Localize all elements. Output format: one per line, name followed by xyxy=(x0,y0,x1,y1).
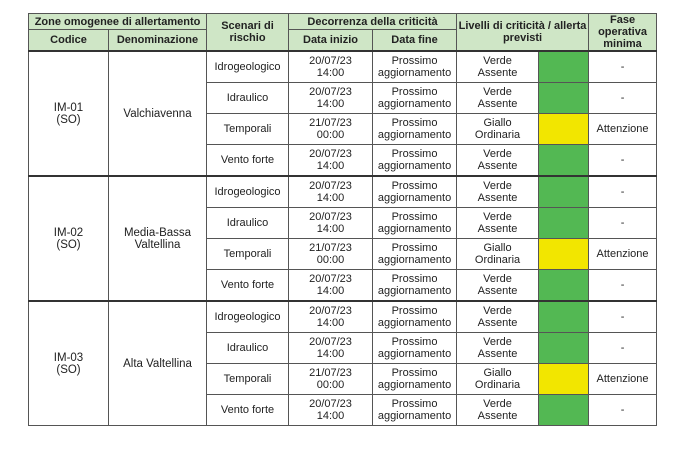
level-cell xyxy=(457,301,539,333)
level-line2: Assente xyxy=(477,317,518,329)
end-line1: Prossimo xyxy=(391,180,438,192)
start-line1: 20/07/23 xyxy=(309,55,352,67)
header-fase: Fase operativa minima xyxy=(589,14,657,52)
level-cell xyxy=(457,176,539,208)
scenario-cell: Temporali xyxy=(207,114,289,145)
start-line1: 20/07/23 xyxy=(309,148,352,160)
end-line2: aggiornamento xyxy=(377,410,452,422)
zone-name: Valchiavenna xyxy=(109,51,207,176)
header-denominazione: Denominazione xyxy=(109,30,207,52)
level-line2: Assente xyxy=(477,285,518,297)
level-line1: Giallo xyxy=(483,242,512,254)
start-line1: 20/07/23 xyxy=(309,336,352,348)
phase-cell: - xyxy=(589,51,657,83)
level-cell xyxy=(457,208,539,239)
level-color-swatch xyxy=(539,114,589,145)
end-line2: aggiornamento xyxy=(377,379,452,391)
level-color-swatch xyxy=(539,51,589,83)
zone-code-line2: (SO) xyxy=(56,238,81,251)
end-date-cell xyxy=(373,270,457,302)
start-line1: 20/07/23 xyxy=(309,398,352,410)
end-line2: aggiornamento xyxy=(377,223,452,235)
phase-cell: - xyxy=(589,83,657,114)
zone-code-line1: IM-02 xyxy=(53,226,84,239)
end-line1: Prossimo xyxy=(391,367,438,379)
level-line1: Verde xyxy=(483,86,512,98)
start-line1: 21/07/23 xyxy=(309,367,352,379)
end-line1: Prossimo xyxy=(391,55,438,67)
phase-cell: - xyxy=(589,270,657,302)
start-date-cell xyxy=(289,114,373,145)
level-cell xyxy=(457,333,539,364)
end-date-cell xyxy=(373,51,457,83)
level-cell xyxy=(457,395,539,426)
zone-code xyxy=(29,51,109,176)
scenario-cell: Vento forte xyxy=(207,395,289,426)
end-line2: aggiornamento xyxy=(377,348,452,360)
end-line2: aggiornamento xyxy=(377,285,452,297)
level-line2: Assente xyxy=(477,223,518,235)
level-cell xyxy=(457,114,539,145)
header-data-inizio: Data inizio xyxy=(289,30,373,52)
header-codice: Codice xyxy=(29,30,109,52)
end-date-cell xyxy=(373,239,457,270)
start-date-cell xyxy=(289,333,373,364)
end-line1: Prossimo xyxy=(391,336,438,348)
scenario-cell: Idraulico xyxy=(207,83,289,114)
start-line2: 14:00 xyxy=(316,67,345,79)
phase-cell: - xyxy=(589,301,657,333)
level-line1: Giallo xyxy=(483,367,512,379)
table-row xyxy=(29,301,657,333)
start-line1: 20/07/23 xyxy=(309,305,352,317)
start-line1: 20/07/23 xyxy=(309,211,352,223)
level-line2: Assente xyxy=(477,160,518,172)
start-line2: 14:00 xyxy=(316,317,345,329)
start-line2: 14:00 xyxy=(316,192,345,204)
level-line2: Assente xyxy=(477,348,518,360)
start-line1: 20/07/23 xyxy=(309,86,352,98)
end-line2: aggiornamento xyxy=(377,98,452,110)
level-line2: Ordinaria xyxy=(474,254,521,266)
start-date-cell xyxy=(289,395,373,426)
end-line1: Prossimo xyxy=(391,398,438,410)
end-line2: aggiornamento xyxy=(377,254,452,266)
zone-code xyxy=(29,301,109,426)
start-line1: 20/07/23 xyxy=(309,273,352,285)
level-color-swatch xyxy=(539,301,589,333)
start-date-cell xyxy=(289,270,373,302)
level-line2: Ordinaria xyxy=(474,379,521,391)
end-line1: Prossimo xyxy=(391,242,438,254)
end-line2: aggiornamento xyxy=(377,129,452,141)
level-color-swatch xyxy=(539,395,589,426)
end-date-cell xyxy=(373,114,457,145)
start-line2: 14:00 xyxy=(316,98,345,110)
zone-name: Media-Bassa Valtellina xyxy=(109,176,207,301)
scenario-cell: Idraulico xyxy=(207,208,289,239)
phase-cell: - xyxy=(589,333,657,364)
level-line1: Verde xyxy=(483,305,512,317)
zone-name: Alta Valtellina xyxy=(109,301,207,426)
end-date-cell xyxy=(373,83,457,114)
start-date-cell xyxy=(289,145,373,177)
end-date-cell xyxy=(373,145,457,177)
start-line2: 00:00 xyxy=(316,254,345,266)
start-line1: 21/07/23 xyxy=(309,242,352,254)
level-line1: Verde xyxy=(483,211,512,223)
level-line1: Verde xyxy=(483,273,512,285)
level-line1: Verde xyxy=(483,398,512,410)
header-decorrenza: Decorrenza della criticità xyxy=(289,14,457,30)
header-zone-group: Zone omogenee di allertamento xyxy=(29,14,207,30)
end-date-cell xyxy=(373,395,457,426)
start-line2: 14:00 xyxy=(316,348,345,360)
end-line2: aggiornamento xyxy=(377,160,452,172)
start-line2: 00:00 xyxy=(316,129,345,141)
start-date-cell xyxy=(289,364,373,395)
start-line2: 14:00 xyxy=(316,160,345,172)
header-data-fine: Data fine xyxy=(373,30,457,52)
level-line2: Ordinaria xyxy=(474,129,521,141)
level-line1: Verde xyxy=(483,336,512,348)
level-line2: Assente xyxy=(477,67,518,79)
end-line2: aggiornamento xyxy=(377,192,452,204)
end-line1: Prossimo xyxy=(391,211,438,223)
end-line1: Prossimo xyxy=(391,86,438,98)
end-line2: aggiornamento xyxy=(377,67,452,79)
phase-cell: - xyxy=(589,208,657,239)
table-body xyxy=(29,51,657,426)
start-date-cell xyxy=(289,301,373,333)
end-line1: Prossimo xyxy=(391,273,438,285)
level-cell xyxy=(457,364,539,395)
level-line1: Verde xyxy=(483,148,512,160)
level-color-swatch xyxy=(539,270,589,302)
zone-code-line2: (SO) xyxy=(56,113,81,126)
phase-cell: Attenzione xyxy=(589,114,657,145)
end-date-cell xyxy=(373,176,457,208)
level-color-swatch xyxy=(539,333,589,364)
table-row xyxy=(29,51,657,83)
start-date-cell xyxy=(289,83,373,114)
scenario-cell: Idraulico xyxy=(207,333,289,364)
level-color-swatch xyxy=(539,208,589,239)
level-cell xyxy=(457,51,539,83)
end-line1: Prossimo xyxy=(391,148,438,160)
table-row xyxy=(29,176,657,208)
level-color-swatch xyxy=(539,145,589,177)
scenario-cell: Vento forte xyxy=(207,270,289,302)
scenario-cell: Temporali xyxy=(207,239,289,270)
start-date-cell xyxy=(289,176,373,208)
level-color-swatch xyxy=(539,364,589,395)
start-line1: 20/07/23 xyxy=(309,180,352,192)
end-line1: Prossimo xyxy=(391,305,438,317)
scenario-cell: Idrogeologico xyxy=(207,176,289,208)
end-line2: aggiornamento xyxy=(377,317,452,329)
start-line1: 21/07/23 xyxy=(309,117,352,129)
start-date-cell xyxy=(289,239,373,270)
zone-code xyxy=(29,176,109,301)
header-livelli: Livelli di criticità / allerta previsti xyxy=(457,14,589,52)
end-date-cell xyxy=(373,364,457,395)
level-line2: Assente xyxy=(477,98,518,110)
level-line2: Assente xyxy=(477,410,518,422)
level-cell xyxy=(457,270,539,302)
start-line2: 14:00 xyxy=(316,285,345,297)
phase-cell: Attenzione xyxy=(589,239,657,270)
end-date-cell xyxy=(373,208,457,239)
level-color-swatch xyxy=(539,176,589,208)
end-date-cell xyxy=(373,301,457,333)
level-line1: Verde xyxy=(483,55,512,67)
zone-code-line2: (SO) xyxy=(56,363,81,376)
level-cell xyxy=(457,83,539,114)
phase-cell: - xyxy=(589,176,657,208)
header-scenari: Scenari di rischio xyxy=(207,14,289,52)
start-line2: 00:00 xyxy=(316,379,345,391)
level-cell xyxy=(457,145,539,177)
start-date-cell xyxy=(289,208,373,239)
scenario-cell: Vento forte xyxy=(207,145,289,177)
level-color-swatch xyxy=(539,83,589,114)
phase-cell: - xyxy=(589,145,657,177)
end-date-cell xyxy=(373,333,457,364)
level-line1: Verde xyxy=(483,180,512,192)
phase-cell: Attenzione xyxy=(589,364,657,395)
level-cell xyxy=(457,239,539,270)
start-line2: 14:00 xyxy=(316,223,345,235)
zone-code-line1: IM-03 xyxy=(53,351,84,364)
scenario-cell: Idrogeologico xyxy=(207,51,289,83)
scenario-cell: Temporali xyxy=(207,364,289,395)
end-line1: Prossimo xyxy=(391,117,438,129)
zone-code-line1: IM-01 xyxy=(53,101,84,114)
level-line1: Giallo xyxy=(483,117,512,129)
alert-table xyxy=(28,13,657,426)
level-color-swatch xyxy=(539,239,589,270)
scenario-cell: Idrogeologico xyxy=(207,301,289,333)
phase-cell: - xyxy=(589,395,657,426)
level-line2: Assente xyxy=(477,192,518,204)
start-line2: 14:00 xyxy=(316,410,345,422)
start-date-cell xyxy=(289,51,373,83)
